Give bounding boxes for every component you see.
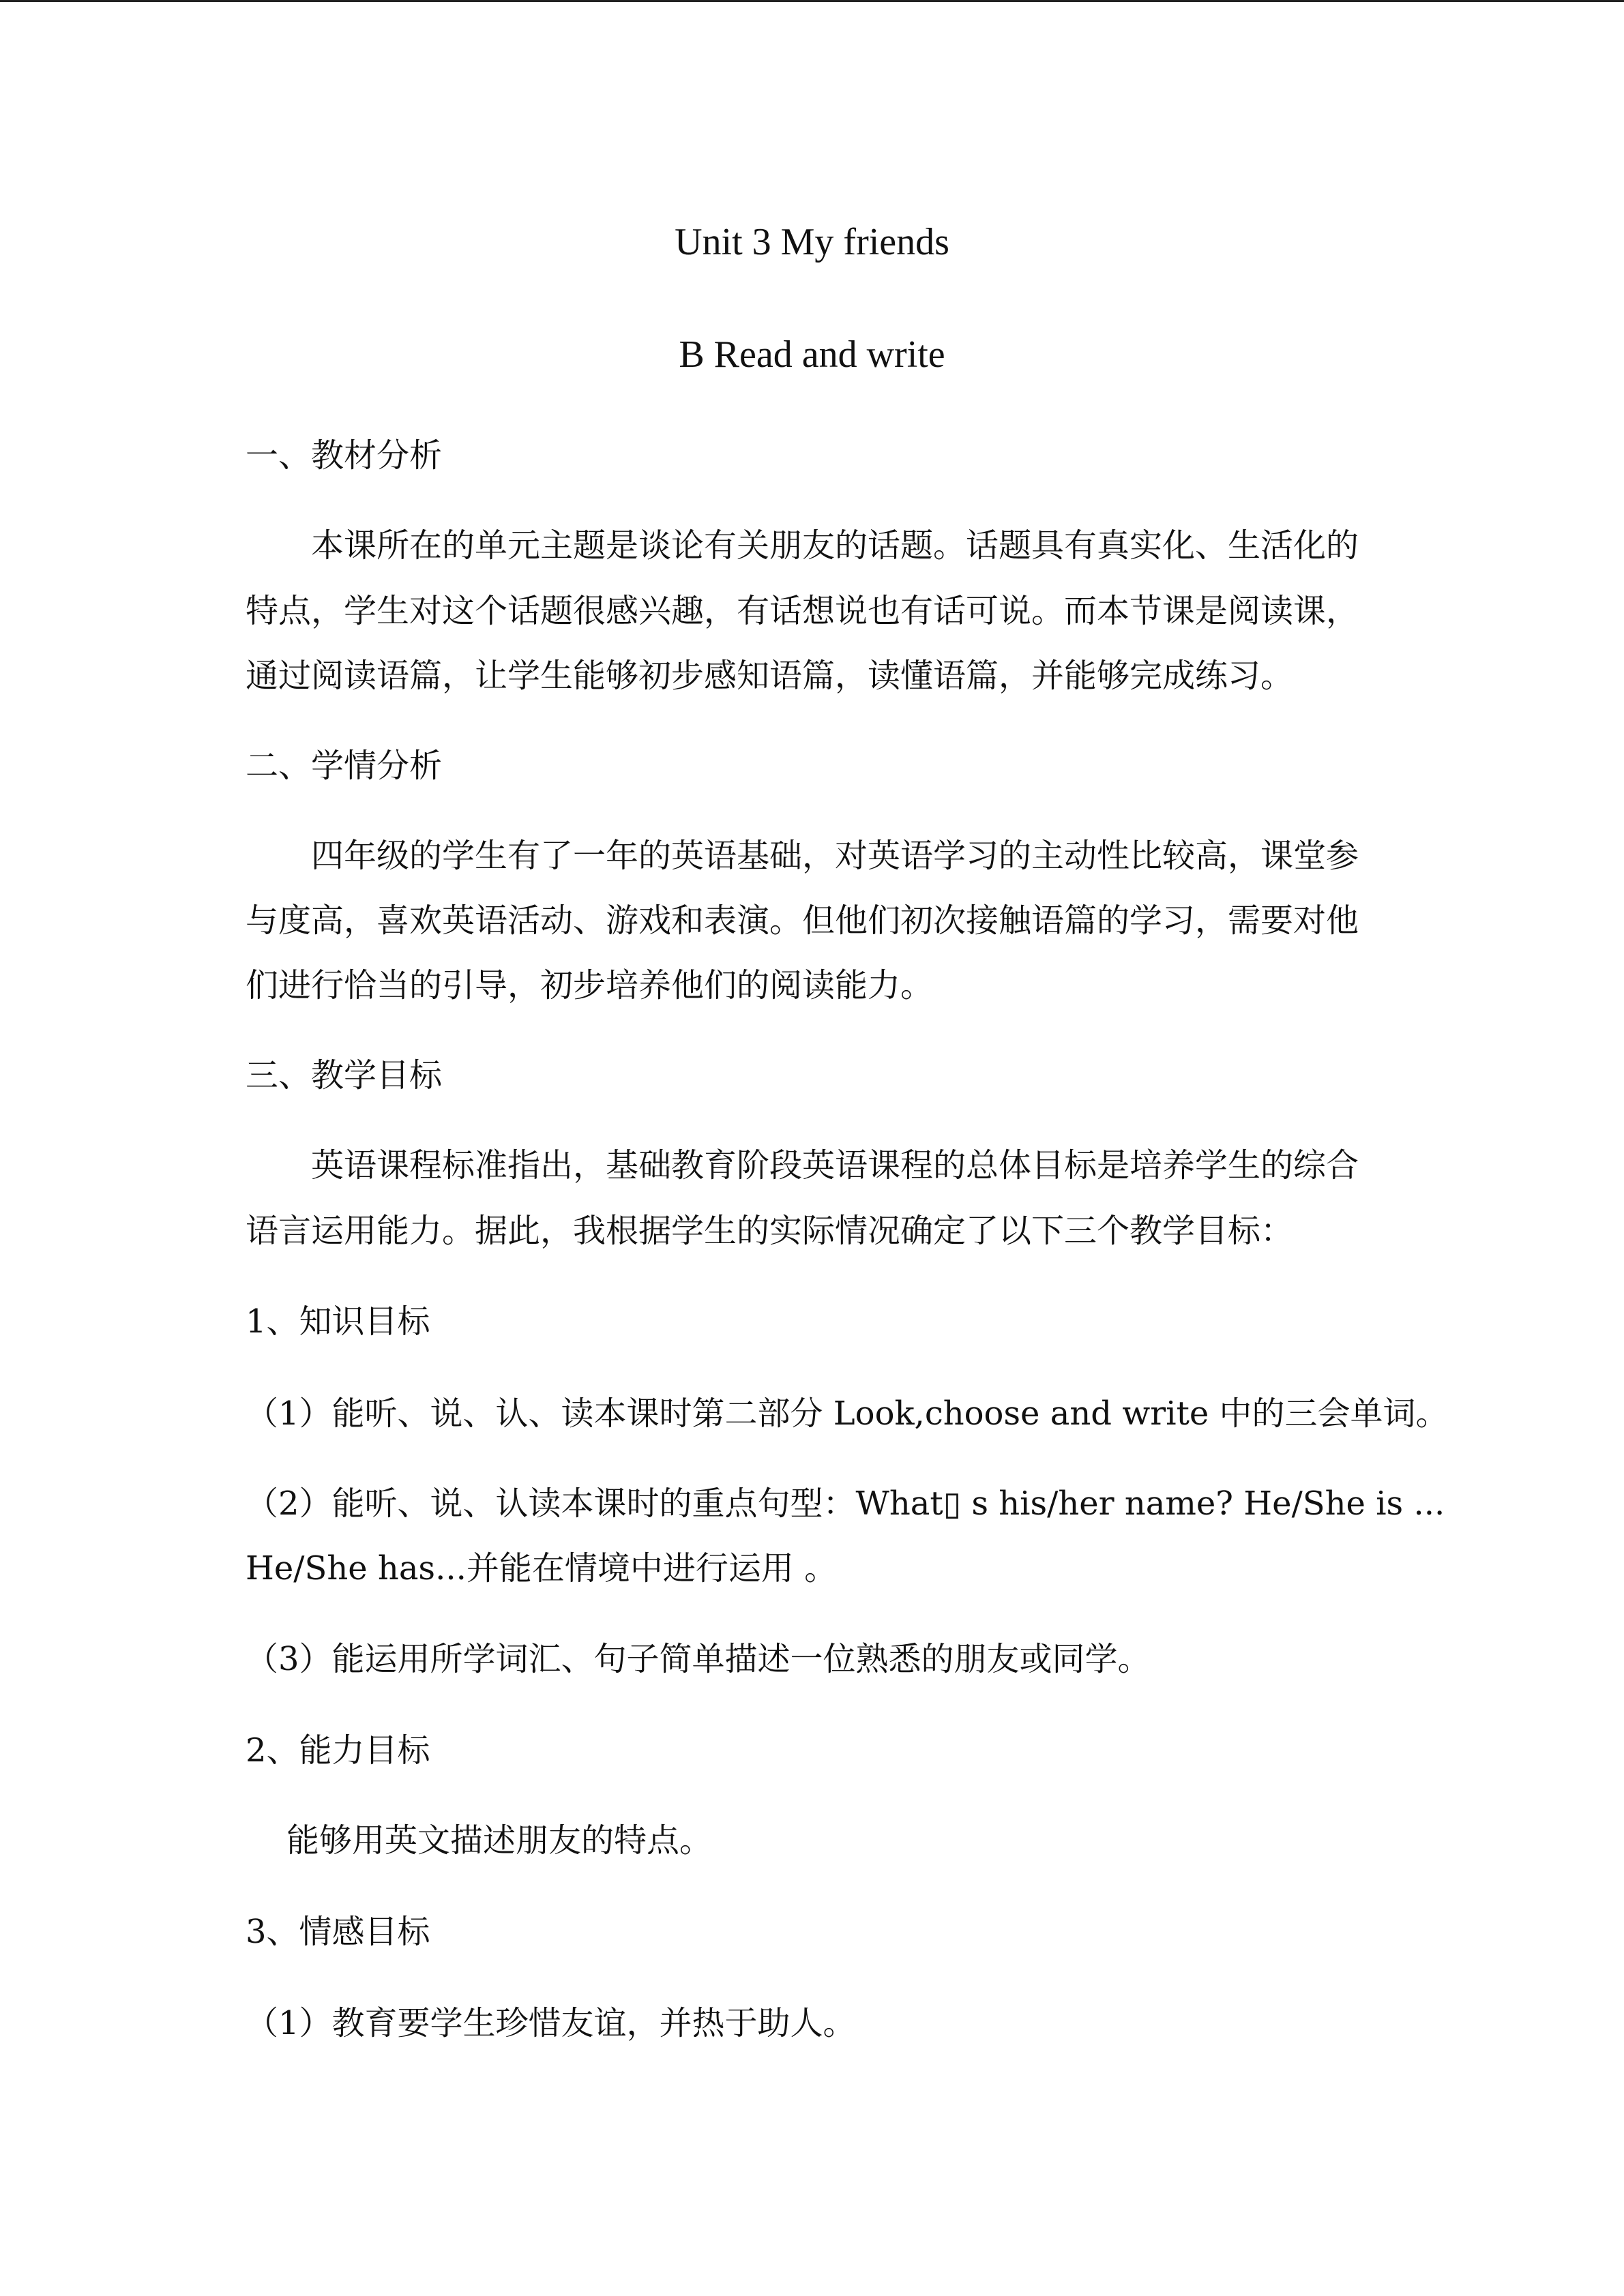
subsection-heading: 2、能力目标 [246,1731,430,1770]
document-subtitle: B Read and write [679,333,945,376]
paragraph-line: 特点，学生对这个话题很感兴趣，有话想说也有话可说。而本节课是阅读课， [246,592,1359,630]
document-title: Unit 3 My friends [675,221,949,263]
list-item: （3）能运用所学词汇、句子简单描述一位熟悉的朋友或同学。 [246,1640,1151,1678]
list-item: （2）能听、说、认读本课时的重点句型：What▯ s his/her name? He/She is ... [246,1485,1445,1523]
list-item: （1）能听、说、认、读本课时第二部分 Look,choose and write 中的三会单词。 [246,1395,1449,1433]
paragraph-line: 英语课程标准指出，基础教育阶段英语课程的总体目标是培养学生的综合 [311,1146,1359,1184]
list-item: （1）教育要学生珍惜友谊，并热于助人。 [246,2004,856,2042]
paragraph-line: 与度高，喜欢英语活动、游戏和表演。但他们初次接触语篇的学习，需要对他 [246,901,1359,940]
subsection-heading: 3、情感目标 [246,1913,430,1951]
list-item: He/She has...并能在情境中进行运用 。 [246,1549,838,1587]
section-heading: 三、教学目标 [246,1056,443,1094]
section-heading: 一、教材分析 [246,436,443,475]
paragraph-line: 能够用英文描述朋友的特点。 [286,1821,713,1860]
section-heading: 二、学情分析 [246,747,443,785]
paragraph-line: 们进行恰当的引导，初步培养他们的阅读能力。 [246,966,934,1004]
paragraph-line: 语言运用能力。据此，我根据学生的实际情况确定了以下三个教学目标： [246,1212,1294,1250]
paragraph-line: 四年级的学生有了一年的英语基础，对英语学习的主动性比较高，课堂参 [311,837,1359,875]
subsection-heading: 1、知识目标 [246,1302,430,1341]
paragraph-line: 本课所在的单元主题是谈论有关朋友的话题。话题具有真实化、生活化的 [311,526,1359,565]
paragraph-line: 通过阅读语篇，让学生能够初步感知语篇，读懂语篇，并能够完成练习。 [246,657,1294,695]
